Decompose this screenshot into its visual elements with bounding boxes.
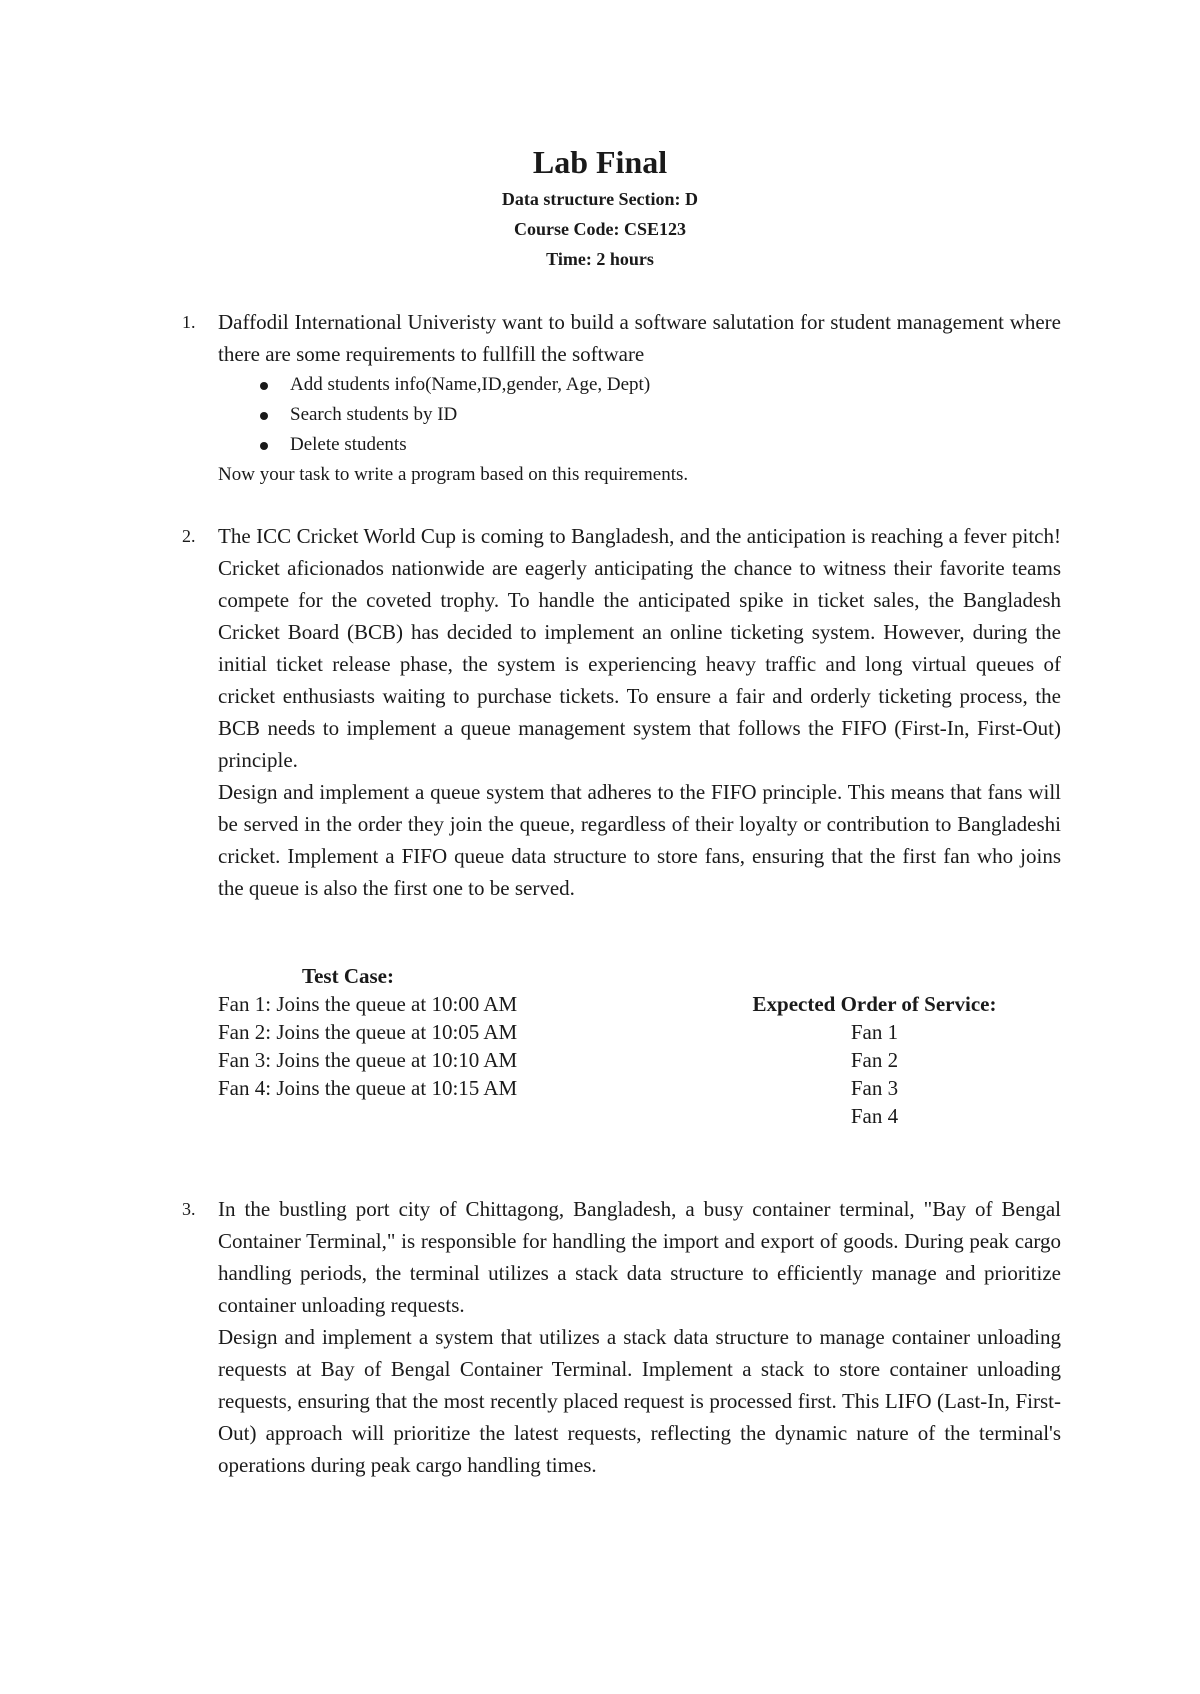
question-paragraph: Design and implement a queue system that adheres to the FIFO principle. This means that fans will be served in the order they join the queue, regardless of their loyalty or contribution to Bangladeshi cricket. Implement a FIFO queue data structure to store fans, ensuring that the first fan who joins the queue is also the first one to be served. — [218, 780, 1061, 900]
test-case-row: Fan 1: Joins the queue at 10:00 AM — [218, 992, 518, 1016]
list-item: Delete students — [290, 430, 1061, 460]
bullet-icon — [260, 412, 268, 420]
question-paragraph: The ICC Cricket World Cup is coming to Bangladesh, and the anticipation is reaching a fever pitch! Cricket aficionados nationwide are eagerly anticipating the chance to witness their favorite teams compete for the coveted trophy. To handle the anticipated spike in ticket sales, the Bangladesh Cricket Board (BCB) has decided to implement an online ticketing system. However, during the initial ticket release phase, the system is experiencing heavy traffic and long virtual queues of cricket enthusiasts waiting to purchase tickets. To ensure a fair and orderly ticketing process, the BCB needs to implement a queue management system that follows the FIFO (First-In, First-Out) principle. — [218, 524, 1061, 772]
question-number: 2. — [182, 526, 196, 546]
expected-order-heading: Expected Order of Service: — [752, 992, 997, 1016]
bullet-icon — [260, 442, 268, 450]
expected-order-item: Fan 1 — [850, 1020, 899, 1044]
question-2 — [182, 520, 1061, 904]
test-case-heading: Test Case: — [302, 964, 394, 988]
test-case-row: Fan 2: Joins the queue at 10:05 AM — [218, 1020, 518, 1044]
question-paragraph: In the bustling port city of Chittagong, Bangladesh, a busy container terminal, "Bay of Bengal Container Terminal," is responsible for handling the import and export of goods. During peak cargo handling periods, the terminal utilizes a stack data structure to efficiently manage and prioritize container unloading requests. — [218, 1197, 1061, 1317]
test-case-row: Fan 4: Joins the queue at 10:15 AM — [218, 1076, 518, 1100]
question-3 — [182, 1193, 1061, 1481]
question-closing: Now your task to write a program based on this requirements. — [218, 464, 689, 485]
list-item: Search students by ID — [290, 400, 1061, 430]
page-title: Lab Final — [532, 144, 668, 180]
expected-order-item: Fan 3 — [850, 1076, 899, 1100]
question-text: Daffodil International Univeristy want to build a software salutation for student management where there are some requirements to fullfill the software — [218, 310, 1061, 366]
expected-order — [688, 990, 1061, 1130]
course-code-line: Course Code: CSE123 — [513, 219, 686, 239]
test-case-row: Fan 3: Joins the queue at 10:10 AM — [218, 1048, 518, 1072]
question-paragraph: Design and implement a system that utilizes a stack data structure to manage container unloading requests at Bay of Bengal Container Terminal. Implement a stack to store container unloading requests, ensuring that the most recently placed request is processed first. This LIFO (Last-In, First-Out) approach will prioritize the latest requests, reflecting the dynamic nature of the terminal's operations during peak cargo handling times. — [218, 1325, 1061, 1477]
test-case-inputs — [218, 962, 618, 1102]
expected-order-item: Fan 4 — [850, 1104, 899, 1128]
expected-order-item: Fan 2 — [850, 1048, 899, 1072]
document-header — [0, 140, 1200, 274]
question-1 — [182, 306, 1061, 490]
list-item: Add students info(Name,ID,gender, Age, Dept) — [290, 370, 1061, 400]
question-number: 3. — [182, 1199, 196, 1219]
section-line: Data structure Section: D — [501, 189, 699, 209]
requirements-list — [218, 370, 1061, 460]
time-line: Time: 2 hours — [546, 249, 654, 269]
bullet-icon — [260, 382, 268, 390]
question-number: 1. — [182, 312, 196, 332]
